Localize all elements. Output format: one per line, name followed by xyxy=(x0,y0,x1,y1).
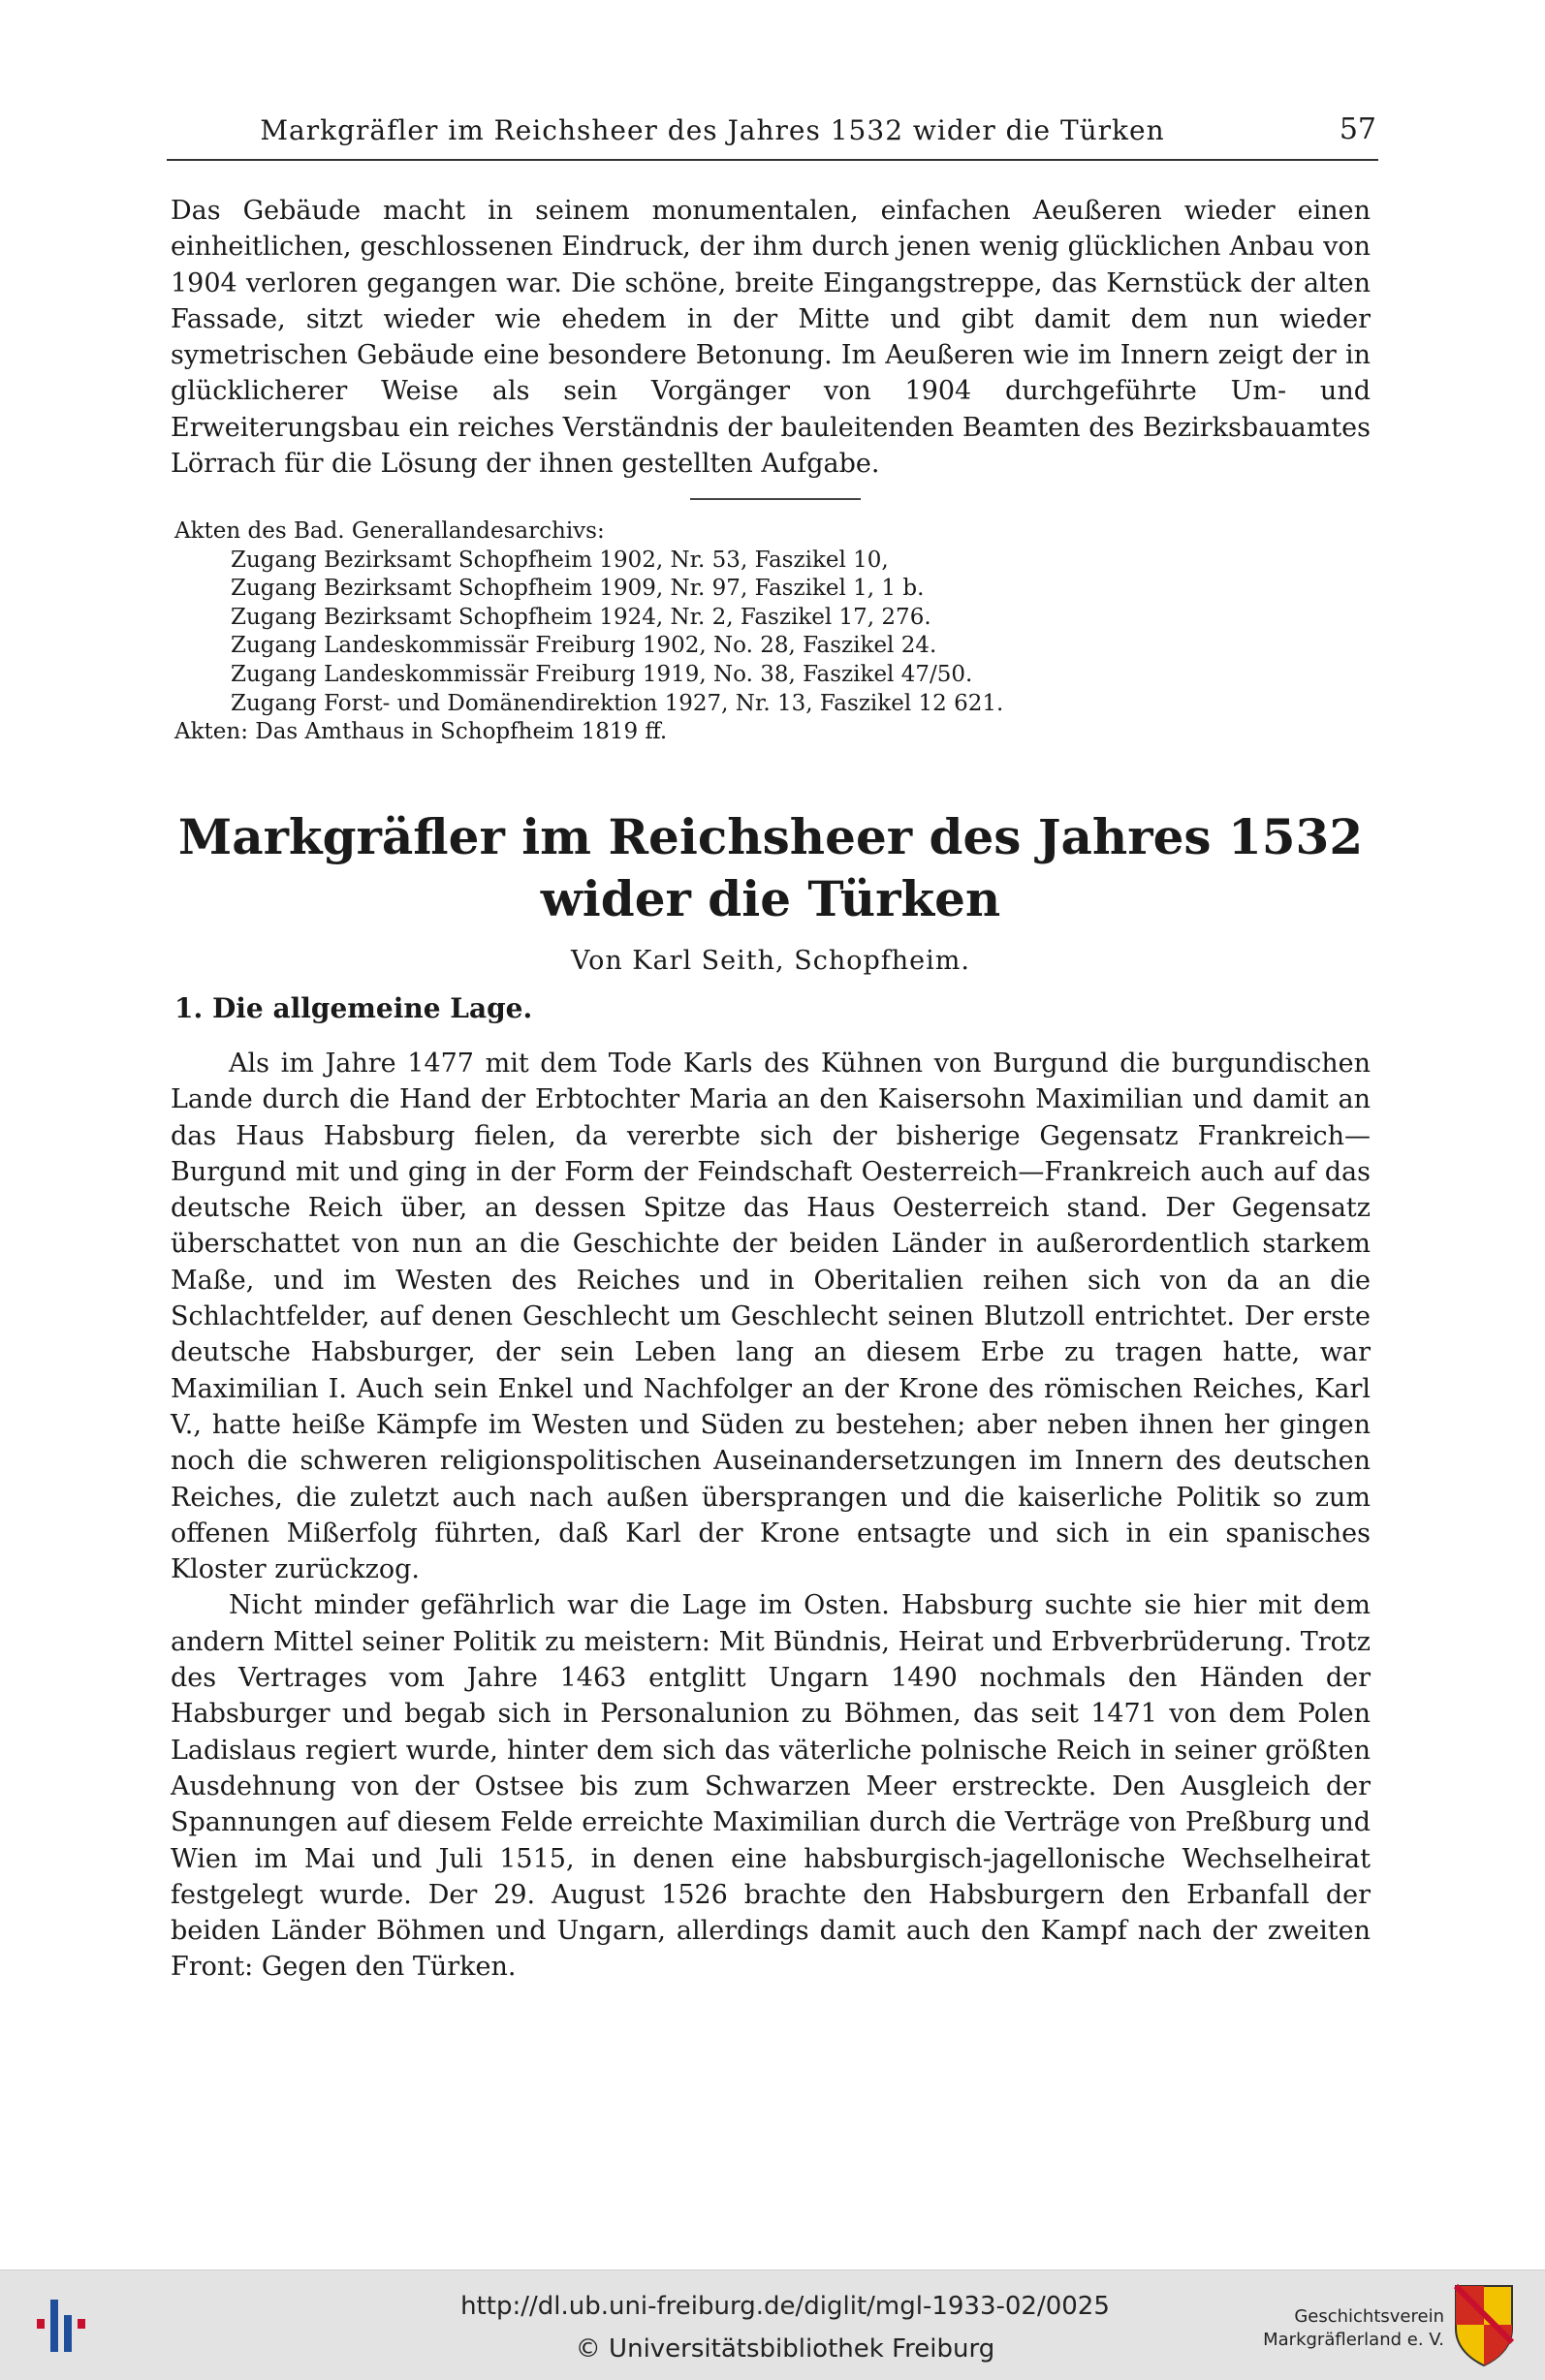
copyright-notice: © Universitätsbibliothek Freiburg xyxy=(575,2334,995,2364)
article-title-line-2: wider die Türken xyxy=(540,870,1001,927)
permalink-url[interactable]: http://dl.ub.uni-freiburg.de/diglit/mgl-1933-02/0025 xyxy=(460,2292,1110,2321)
running-header xyxy=(165,109,1376,155)
author-byline: Von Karl Seith, Schopfheim. xyxy=(571,946,970,976)
sources-heading: Akten des Bad. Generallandesarchivs: xyxy=(174,518,605,544)
library-logo-icon[interactable] xyxy=(29,2290,101,2362)
source-item: Zugang Landeskommissär Freiburg 1919, No. 38, Faszikel 47/50. xyxy=(231,661,973,687)
article-body xyxy=(171,1046,1371,1986)
source-item: Zugang Bezirksamt Schopfheim 1924, Nr. 2, Faszikel 17, 276. xyxy=(231,604,931,630)
body-paragraph-1: Als im Jahre 1477 mit dem Tode Karls des Kühnen von Burgund die burgundischen Lande durch die Hand der Erbtochter Maria an den Kaisersohn Maximilian und damit an das Haus Habsburg fielen, da vererbte sich der bisherige Gegensatz Frankreich—Burgund mit und ging in der Form der Feindschaft Oesterreich—Frankreich auch auf das deutsche Reich über, an dessen Spitze das Haus Oesterreich stand. Der Gegensatz überschattet von nun an die Geschichte der beiden Länder in außerordentlich starkem Maße, und im Westen des Reiches und in Oberitalien reihen sich von da an die Schlachtfelder, auf denen Geschlecht um Geschlecht seinen Blutzoll entrichtet. Der erste deutsche Habsburger, der sein Leben lang an diesem Erbe zu tragen hatte, war Maximilian I. Auch sein Enkel und Nachfolger an der Krone des römischen Reiches, Karl V., hatte heiße Kämpfe im Westen und Süden zu bestehen; aber neben ihnen her gingen noch die schweren religionspolitischen Auseinandersetzungen im Innern des deutschen Reiches, die zuletzt auch nach außen übersprangen und die kaiserliche Politik so zum offenen Mißerfolg führten, daß Karl der Krone entsagte und sich in ein spanisches Kloster zurückzog. xyxy=(171,1049,1371,1585)
sources-list xyxy=(174,517,1260,747)
article-title xyxy=(171,806,1371,930)
source-item: Zugang Bezirksamt Schopfheim 1909, Nr. 97, Faszikel 1, 1 b. xyxy=(231,576,925,602)
page-number: 57 xyxy=(1339,112,1376,146)
coat-of-arms-icon[interactable] xyxy=(1454,2284,1514,2367)
section-divider xyxy=(690,498,861,500)
running-title: Markgräfler im Reichsheer des Jahres 1532 wider die Türken xyxy=(260,114,1165,146)
source-item: Zugang Forst- und Domänendirektion 1927, Nr. 13, Faszikel 12 621. xyxy=(231,690,1004,716)
article-title-line-1: Markgräfler im Reichsheer des Jahres 1532 xyxy=(177,808,1364,865)
body-paragraph-2: Nicht minder gefährlich war die Lage im Osten. Habsburg suchte sie hier mit dem andern Mittel seiner Politik zu meistern: Mit Bündnis, Heirat und Erbverbrüderung. Trotz des Vertrages vom Jahre 1463 entglitt Ungarn 1490 nochmals den Händen der Habsburger und begab sich in Personalunion zu Böhmen, das seit 1471 von dem Polen Ladislaus regiert wurde, hinter dem sich das väterliche polnische Reich in seiner größten Ausdehnung von der Ostsee bis zum Schwarzen Meer erstreckte. Den Ausgleich der Spannungen auf diesem Felde erreichte Maximilian durch die Verträge von Preßburg und Wien im Mai und Juli 1515, in denen eine habsburgisch-jagellonische Wechselheirat festgelegt wurde. Der 29. August 1526 brachte den Habsburgern den Erbanfall der beiden Länder Böhmen und Ungarn, allerdings damit auch den Kampf nach der zweiten Front: Gegen den Türken. xyxy=(171,1590,1371,1983)
society-name-line-2: Markgräflerland e. V. xyxy=(1263,2330,1444,2350)
sources-footer: Akten: Das Amthaus in Schopfheim 1819 ff. xyxy=(174,719,668,745)
society-name-line-1: Geschichtsverein xyxy=(1294,2306,1444,2327)
header-rule xyxy=(167,159,1378,161)
section-heading: 1. Die allgemeine Lage. xyxy=(174,992,533,1024)
viewer-footer xyxy=(0,2270,1545,2380)
source-item: Zugang Bezirksamt Schopfheim 1902, Nr. 53, Faszikel 10, xyxy=(231,547,889,573)
intro-paragraph: Das Gebäude macht in seinem monumentalen, einfachen Aeußeren wieder einen einheitlichen, geschlossenen Eindruck, der ihm durch jenen wenig glücklichen Anbau von 1904 verloren gegangen war. Die schöne, breite Eingangstreppe, das Kernstück der alten Fassade, sitzt wieder wie ehedem in der Mitte und gibt damit dem nun wieder symetrischen Gebäude eine besondere Betonung. Im Aeußeren wie im Innern zeigt der in glücklicherer Weise als sein Vorgänger von 1904 durchgeführte Um- und Erweiterungsbau ein reiches Verständnis der bauleitenden Beamten des Bezirksbauamtes Lörrach für die Lösung der ihnen gestellten Aufgabe. xyxy=(171,196,1371,480)
society-name xyxy=(1241,2305,1444,2352)
source-item: Zugang Landeskommissär Freiburg 1902, No. 28, Faszikel 24. xyxy=(231,633,937,659)
